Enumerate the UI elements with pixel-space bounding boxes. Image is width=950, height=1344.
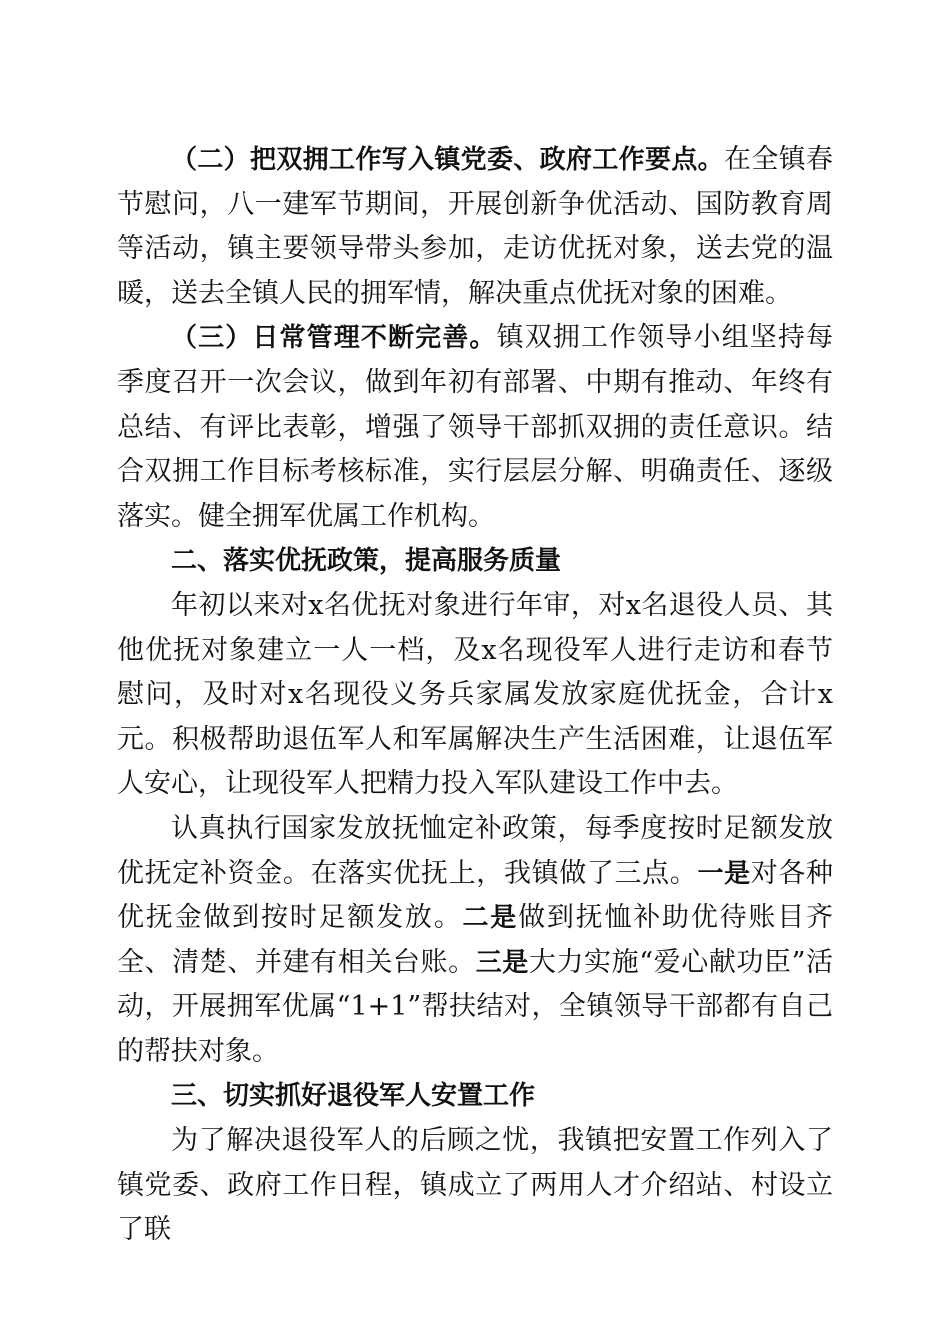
paragraph-subsidy-policy bbox=[117, 807, 833, 1075]
paragraph-text: 年初以来对x名优抚对象进行年审，对x名退役人员、其他优抚对象建立一人一档，及x名现役军人进行走访和春节慰问，及时对x名现役义务兵家属发放家庭优抚金，合计x元。积极帮助退伍军人和军属解决生产生活困难，让退伍军人安心，让现役军人把精力投入军队建设工作中去。 bbox=[117, 589, 833, 800]
section-heading-preferential-policy: 二、落实优抚政策，提高服务质量 bbox=[171, 546, 562, 577]
paragraph-lead: （二）把双拥工作写入镇党委、政府工作要点。 bbox=[171, 145, 724, 175]
document-body bbox=[117, 138, 833, 1253]
point-marker-two: 二是 bbox=[462, 903, 519, 934]
paragraph-text: 镇双拥工作领导小组坚持每季度召开一次会议，做到年初有部署、中期有推动、年终有总结、有评比表彰，增强了领导干部抓双拥的责任意识。结合双拥工作目标考核标准，实行层层分解、明确责任、逐级落实。健全拥军优属工作机构。 bbox=[117, 322, 833, 532]
paragraph-text: 对各种优抚金做到按时足额发放。 bbox=[117, 857, 833, 934]
paragraph-annual-review bbox=[117, 584, 833, 807]
paragraph-text: 在全镇春节慰问，八一建军节期间，开展创新争优活动、国防教育周等活动，镇主要领导带头参加，走访优抚对象，送去党的温暖，送去全镇人民的拥军情，解决重点优抚对象的困难。 bbox=[117, 144, 833, 309]
point-marker-one: 一是 bbox=[697, 858, 751, 889]
paragraph-text: 大力实施“爱心献功臣”活动，开展拥军优属“1+1”帮扶结对，全镇领导干部都有自己的帮扶对象。 bbox=[117, 946, 833, 1067]
paragraph-daily-management bbox=[117, 316, 833, 539]
section-heading-resettlement: 三、切实抓好退役军人安置工作 bbox=[171, 1081, 536, 1112]
paragraph-text: 认真执行国家发放抚恤定补政策，每季度按时足额发放优抚定补资金。在落实优抚上，我镇做了三点。 bbox=[117, 812, 833, 889]
paragraph-resettlement bbox=[117, 1119, 833, 1253]
point-marker-three: 三是 bbox=[475, 947, 529, 978]
paragraph-work-priorities bbox=[117, 138, 833, 316]
paragraph-text: 为了解决退役军人的后顾之忧，我镇把安置工作列入了镇党委、政府工作日程，镇成立了两用人才介绍站、村设立了联 bbox=[117, 1125, 833, 1246]
paragraph-text: 做到抚恤补助优待账目齐全、清楚、并建有相关台账。 bbox=[117, 902, 834, 978]
paragraph-lead: （三）日常管理不断完善。 bbox=[171, 323, 497, 354]
